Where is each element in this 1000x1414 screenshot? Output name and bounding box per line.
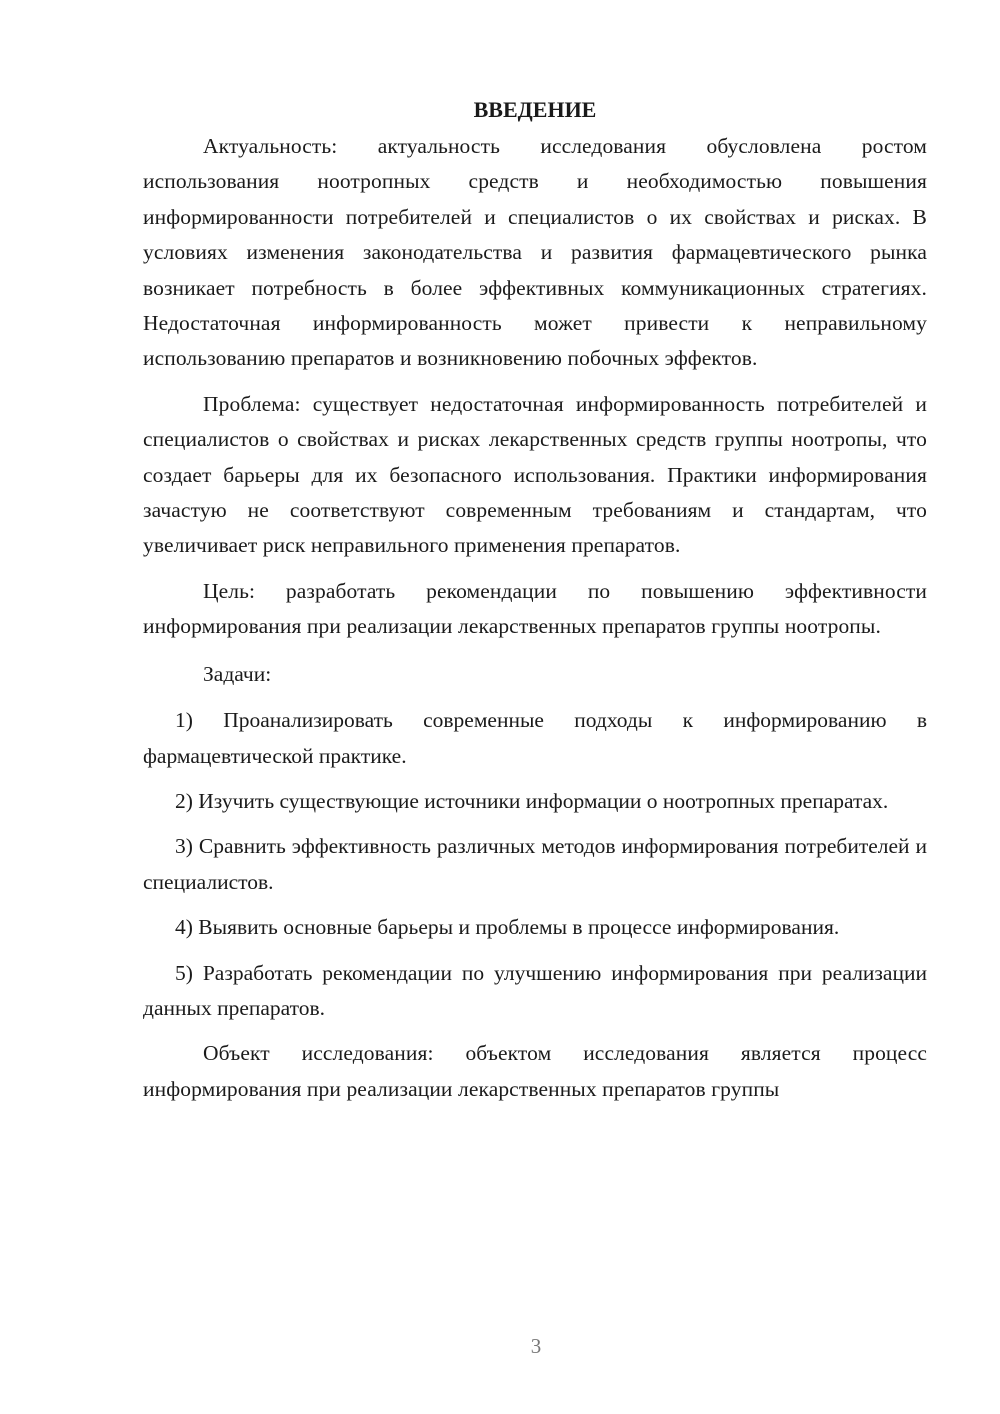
page-number: 3 (530, 1334, 542, 1358)
paragraph-relevance: Актуальность: актуальность исследования обусловлена ростом использования ноотропных средств и необходимостью повышения информированности потребителей и специалистов о их свойствах и рисках. В условиях изменения законодательства и развития фармацевтического рынка возникает потребность в более эффективных коммуникационных стратегиях. Недостаточная информированность может привести к неправильному использованию препаратов и возникновению побочных эффектов. (143, 134, 927, 371)
paragraph-problem: Проблема: существует недостаточная информированность потребителей и специалистов о свойствах и рисках лекарственных средств группы ноотропы, что создает барьеры для их безопасного использования. Практики информирования зачастую не соответствуют современным требованиям и стандартам, что увеличивает риск неправильного применения препаратов. (143, 391, 927, 558)
task-item: 2) Изучить существующие источники информации о ноотропных препаратах. (175, 788, 889, 813)
tasks-label: Задачи: (203, 661, 272, 686)
task-item: 4) Выявить основные барьеры и проблемы в процессе информирования. (175, 915, 840, 940)
paragraph-goal: Цель: разработать рекомендации по повышению эффективности информирования при реализации лекарственных препаратов группы ноотропы. (143, 578, 927, 639)
page-content (143, 92, 927, 1117)
paragraph-object: Объект исследования: объектом исследования является процесс информирования при реализации лекарственных препаратов группы (143, 1041, 927, 1101)
task-item: 3) Сравнить эффективность различных методов информирования потребителей и специалистов. (143, 834, 927, 894)
section-heading: ВВЕДЕНИЕ (473, 97, 597, 122)
task-item: 1) Проанализировать современные подходы к информированию в фармацевтической практике. (143, 708, 927, 768)
tasks-list (143, 703, 927, 1026)
task-item: 5) Разработать рекомендации по улучшению информирования при реализации данных препаратов. (143, 960, 927, 1020)
